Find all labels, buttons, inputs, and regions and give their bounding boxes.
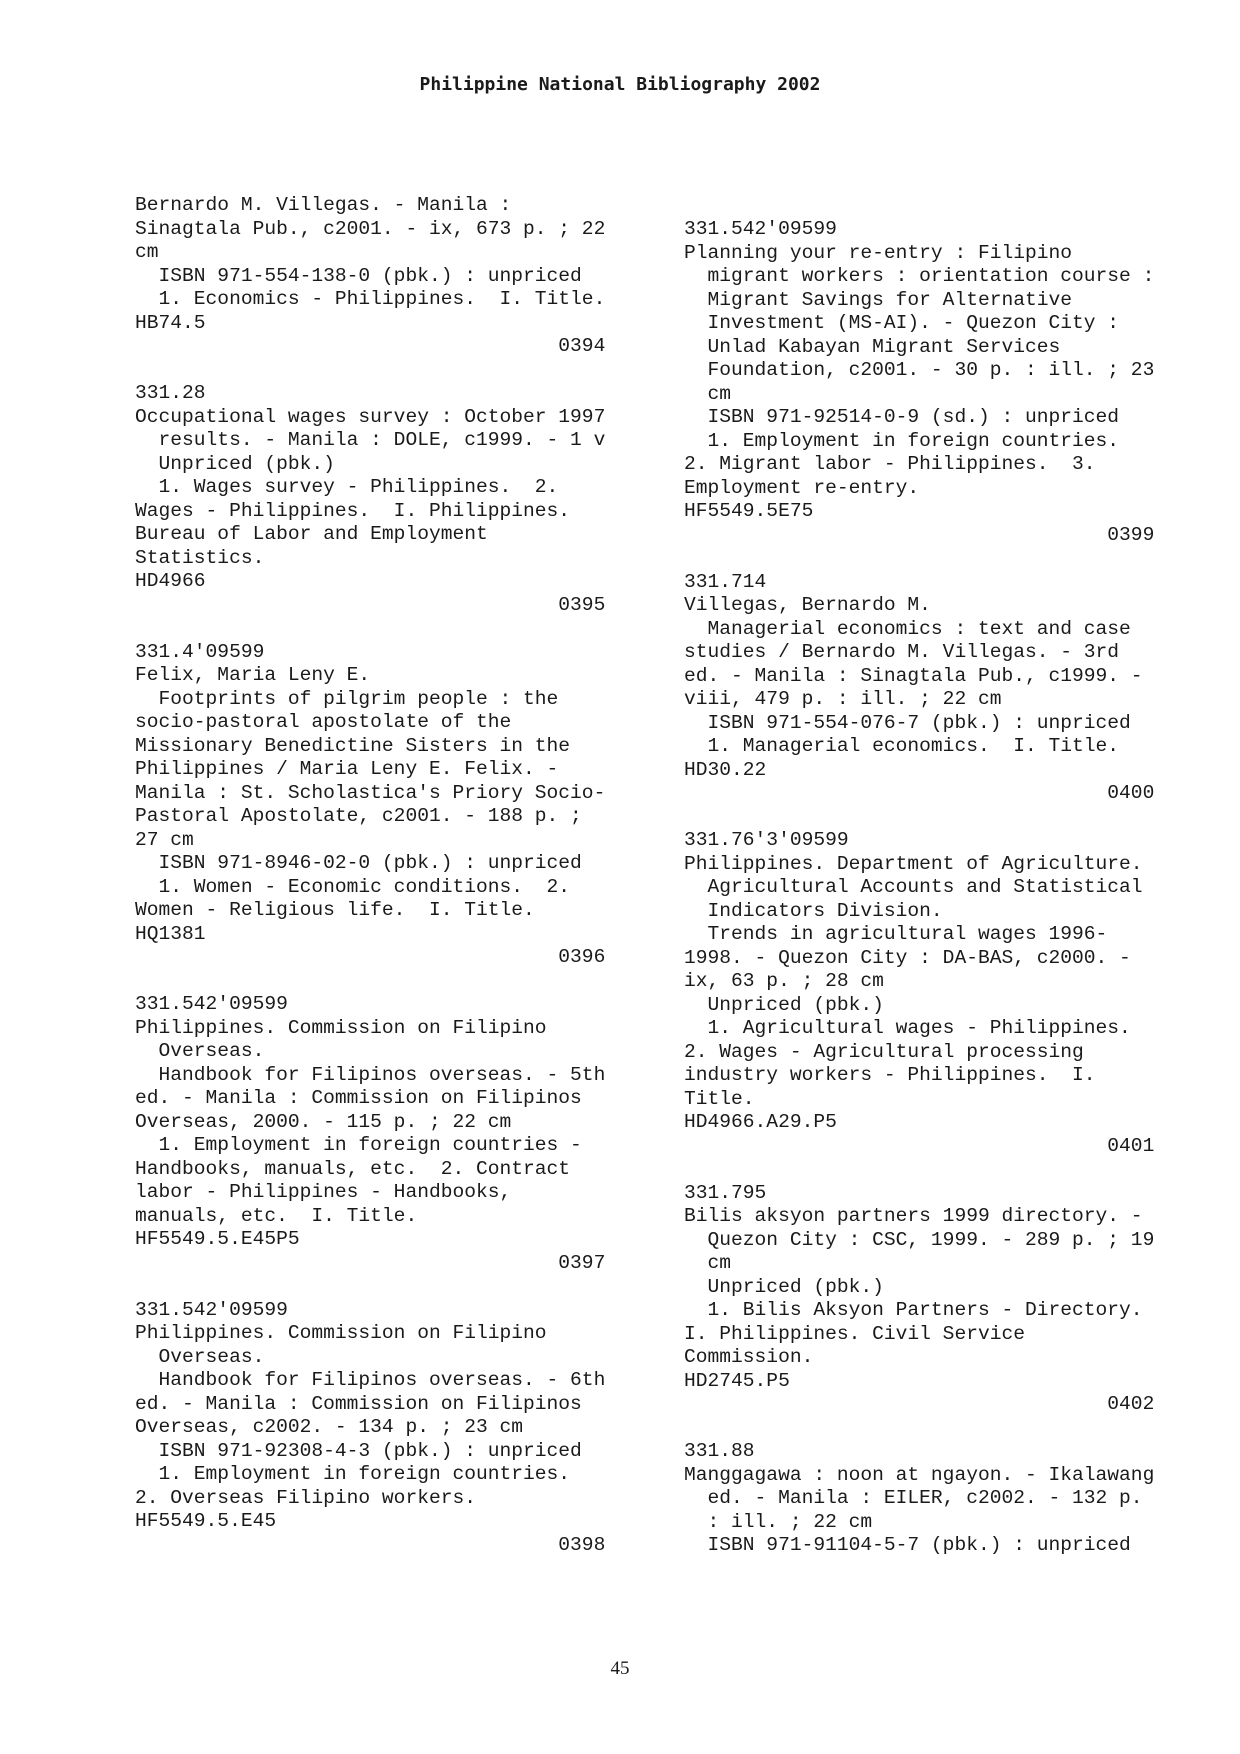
entry-line: Planning your re-entry : Filipino	[684, 241, 1073, 264]
entry-line: Pastoral Apostolate, c2001. - 188 p. ;	[135, 805, 582, 827]
entry-line: Managerial economics : text and case	[684, 617, 1131, 640]
entry-line: Overseas, c2002. - 134 p. ; 23 cm	[135, 1416, 524, 1438]
entry-line: 2. Overseas Filipino workers.	[135, 1486, 476, 1509]
entry-line: 0399	[684, 523, 1155, 546]
entry-line: Handbooks, manuals, etc. 2. Contract	[135, 1157, 571, 1180]
entry-line: 27 cm	[135, 828, 194, 851]
entry-line: migrant workers : orientation course :	[684, 265, 1155, 287]
entry-line: 1998. - Quezon City : DA-BAS, c2000. -	[684, 946, 1131, 969]
entry-line: 1. Economics - Philippines. I. Title.	[135, 288, 606, 310]
entry-line: Unpriced (pbk.)	[684, 993, 884, 1016]
entry-line: I. Philippines. Civil Service	[684, 1322, 1025, 1345]
entry-line: 331.542'09599	[135, 1298, 288, 1321]
entry-line: Trends in agricultural wages 1996-	[684, 923, 1108, 945]
entry-line: cm	[684, 1252, 732, 1274]
entry-line: 1. Employment in foreign countries.	[135, 1463, 571, 1485]
entry-line: Commission.	[684, 1346, 814, 1368]
entry-line: results. - Manila : DOLE, c1999. - 1 v	[135, 429, 606, 451]
entry-line: ed. - Manila : Commission on Filipinos	[135, 1392, 582, 1415]
entry-line: : ill. ; 22 cm	[684, 1510, 873, 1533]
entry-line: HD30.22	[684, 758, 767, 781]
bibliographic-entry	[135, 641, 605, 970]
left-column	[135, 194, 605, 1581]
entry-line: ed. - Manila : EILER, c2002. - 132 p.	[684, 1487, 1143, 1509]
entry-line: ed. - Manila : Sinagtala Pub., c1999. -	[684, 664, 1143, 687]
entry-line: Footprints of pilgrim people : the	[135, 687, 559, 710]
entry-line: viii, 479 p. : ill. ; 22 cm	[684, 688, 1002, 710]
entry-line: Indicators Division.	[684, 899, 943, 922]
entry-line: Overseas.	[135, 1040, 265, 1062]
entry-line: ISBN 971-92514-0-9 (sd.) : unpriced	[684, 406, 1120, 428]
bibliographic-entry	[135, 194, 605, 359]
entry-line: Bilis aksyon partners 1999 directory. -	[684, 1205, 1143, 1227]
bibliographic-entry	[684, 1440, 1154, 1558]
entry-line: 0395	[135, 593, 606, 616]
entry-line: HF5549.5.E45	[135, 1510, 277, 1532]
entry-line: 1. Bilis Aksyon Partners - Directory.	[684, 1299, 1143, 1321]
entry-line: 0394	[135, 335, 606, 357]
entry-line: ISBN 971-554-076-7 (pbk.) : unpriced	[684, 711, 1131, 734]
entry-line: 1. Employment in foreign countries -	[135, 1134, 582, 1156]
entry-line: Employment re-entry.	[684, 476, 920, 499]
entry-line: Agricultural Accounts and Statistical	[684, 876, 1143, 898]
entry-line: 0400	[684, 782, 1155, 804]
entry-line: Unpriced (pbk.)	[684, 1275, 884, 1298]
entry-line: Missionary Benedictine Sisters in the	[135, 734, 571, 757]
entry-line: Unlad Kabayan Migrant Services	[684, 335, 1061, 358]
entry-line: Quezon City : CSC, 1999. - 289 p. ; 19	[684, 1228, 1155, 1251]
entry-line: Migrant Savings for Alternative	[684, 288, 1073, 311]
entry-line: 331.28	[135, 382, 206, 404]
entry-line: industry workers - Philippines. I.	[684, 1064, 1096, 1086]
entry-line: Investment (MS-AI). - Quezon City :	[684, 312, 1120, 334]
entry-line: 1. Wages survey - Philippines. 2.	[135, 476, 559, 498]
entry-line: HD2745.P5	[684, 1369, 790, 1392]
entry-line: Philippines. Commission on Filipino	[135, 1322, 547, 1344]
bibliographic-entry	[135, 993, 605, 1275]
entry-line: Statistics.	[135, 546, 265, 569]
entry-line: 1. Employment in foreign countries.	[684, 429, 1120, 452]
entry-line: ISBN 971-92308-4-3 (pbk.) : unpriced	[135, 1439, 582, 1462]
entry-line: ISBN 971-91104-5-7 (pbk.) : unpriced	[684, 1534, 1131, 1556]
entry-line: HB74.5	[135, 311, 206, 334]
entry-line: 331.76'3'09599	[684, 829, 849, 851]
entry-line: 331.714	[684, 570, 767, 593]
entry-line: 331.542'09599	[135, 993, 288, 1015]
entry-line: Handbook for Filipinos overseas. - 6th	[135, 1369, 606, 1391]
entry-line: ix, 63 p. ; 28 cm	[684, 970, 884, 992]
entry-line: 2. Migrant labor - Philippines. 3.	[684, 453, 1096, 475]
entry-line: Philippines / Maria Leny E. Felix. -	[135, 758, 559, 780]
entry-line: HF5549.5E75	[684, 500, 814, 522]
entry-line: 0398	[135, 1533, 606, 1556]
entry-line: 1. Agricultural wages - Philippines.	[684, 1017, 1131, 1039]
entry-line: Overseas, 2000. - 115 p. ; 22 cm	[135, 1110, 512, 1133]
entry-line: socio-pastoral apostolate of the	[135, 711, 512, 733]
entry-line: HQ1381	[135, 922, 206, 945]
entry-line: 0396	[135, 946, 606, 968]
entry-line: Unpriced (pbk.)	[135, 452, 335, 475]
entry-line: ISBN 971-8946-02-0 (pbk.) : unpriced	[135, 852, 582, 874]
entry-line: cm	[684, 382, 732, 405]
bibliographic-entry	[684, 1182, 1154, 1417]
entry-line: Foundation, c2001. - 30 p. : ill. ; 23	[684, 359, 1155, 381]
entry-line: HD4966	[135, 570, 206, 592]
entry-line: Occupational wages survey : October 1997	[135, 405, 606, 428]
bibliographic-entry	[135, 1299, 605, 1558]
entry-line: HD4966.A29.P5	[684, 1111, 837, 1133]
entry-line: 0401	[684, 1134, 1155, 1157]
bibliographic-entry	[135, 382, 605, 617]
running-head-title: Philippine National Bibliography 2002	[419, 74, 821, 95]
entry-line: HF5549.5.E45P5	[135, 1228, 300, 1250]
entry-line: 331.542'09599	[684, 218, 837, 240]
entry-line: 331.4'09599	[135, 640, 265, 663]
entry-line: Wages - Philippines. I. Philippines.	[135, 499, 571, 522]
entry-line: Overseas.	[135, 1345, 265, 1368]
entry-line: Villegas, Bernardo M.	[684, 594, 931, 616]
entry-line: labor - Philippines - Handbooks,	[135, 1181, 512, 1203]
entry-line: Handbook for Filipinos overseas. - 5th	[135, 1063, 606, 1086]
entry-line: Philippines. Department of Agriculture.	[684, 852, 1143, 875]
entry-line: 1. Women - Economic conditions. 2.	[135, 875, 571, 898]
entry-line: ed. - Manila : Commission on Filipinos	[135, 1087, 582, 1109]
entry-line: Title.	[684, 1087, 755, 1110]
entry-line: Manila : St. Scholastica's Priory Socio-	[135, 781, 606, 804]
entry-line: studies / Bernardo M. Villegas. - 3rd	[684, 641, 1120, 663]
bibliographic-entry	[684, 218, 1154, 547]
entry-line: 331.88	[684, 1440, 755, 1462]
bibliographic-entry	[684, 829, 1154, 1158]
entry-line: cm	[135, 241, 159, 263]
entry-line: 1. Managerial economics. I. Title.	[684, 735, 1120, 757]
entry-line: Felix, Maria Leny E.	[135, 664, 371, 686]
entry-line: Manggagawa : noon at ngayon. - Ikalawang	[684, 1463, 1155, 1486]
page-number: 45	[610, 1658, 630, 1679]
entry-line: Sinagtala Pub., c2001. - ix, 673 p. ; 22	[135, 217, 606, 240]
entry-line: Philippines. Commission on Filipino	[135, 1016, 547, 1039]
entry-line: Women - Religious life. I. Title.	[135, 899, 535, 921]
entry-line: Bernardo M. Villegas. - Manila :	[135, 194, 512, 216]
right-column	[684, 218, 1154, 1581]
entry-line: 0397	[135, 1251, 606, 1274]
entry-line: 2. Wages - Agricultural processing	[684, 1040, 1084, 1063]
entry-line: 0402	[684, 1393, 1155, 1415]
entry-line: manuals, etc. I. Title.	[135, 1204, 418, 1227]
entry-line: 331.795	[684, 1181, 767, 1204]
bibliographic-entry	[684, 571, 1154, 806]
entry-line: ISBN 971-554-138-0 (pbk.) : unpriced	[135, 264, 582, 287]
entry-line: Bureau of Labor and Employment	[135, 523, 488, 545]
